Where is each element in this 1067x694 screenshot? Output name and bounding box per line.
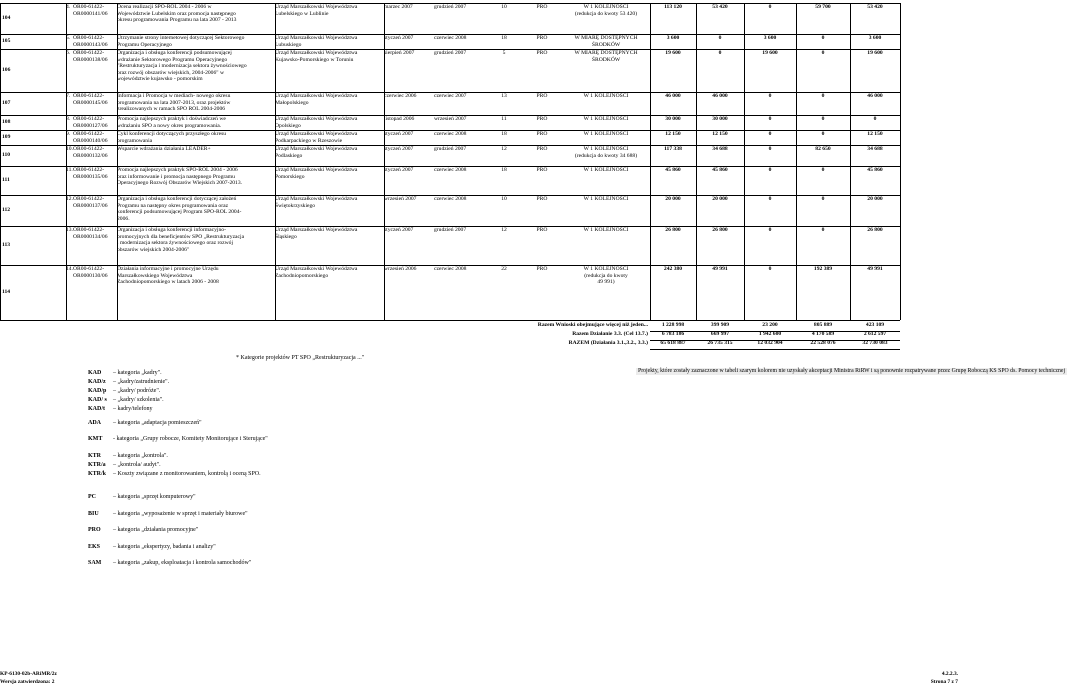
totals-label: Razem Wnioski obejmujące więcej niż jeden... <box>537 322 648 328</box>
total-amount: 117 338 <box>664 146 682 152</box>
amount-col1: 46 000 <box>712 93 728 99</box>
total-amount: 26 800 <box>665 227 681 233</box>
legend-key: KAD <box>88 370 102 376</box>
legend-text: – „kadry/ podróże". <box>113 388 161 394</box>
amount-col4: 45 860 <box>867 167 883 173</box>
column-divider <box>275 3 276 320</box>
column-divider <box>66 3 67 320</box>
legend-text: – kategoria „kadry". <box>113 370 162 376</box>
total-amount: 19 600 <box>665 50 681 56</box>
institution: Urząd Marszałkowski Województwa Małopolskiego <box>275 93 358 106</box>
total-amount: 3 600 <box>666 35 680 41</box>
project-code: OR00-61422- OR0000138/06 <box>73 50 108 63</box>
project-description: Cykl konferencji dotyczących przyszłego okresu programowania <box>117 131 227 144</box>
start-date: wrzesień 2007 <box>384 196 417 202</box>
duration-months: 10 <box>501 196 507 202</box>
amount-col1: 49 991 <box>712 266 728 272</box>
legend-text: – kategoria „działania promocyjne" <box>113 527 199 533</box>
start-date: styczeń 2007 <box>384 167 414 173</box>
legend-key: KAD/z <box>88 379 106 385</box>
row-lp: 11. <box>66 167 73 173</box>
priority-status: W MIARĘ DOSTĘPNYCH ŚRODKÓW <box>574 35 638 48</box>
legend-text: – kategoria „wyposażenie w sprzęt i materiały biurowe" <box>113 511 248 517</box>
table-row <box>0 226 960 265</box>
duration-months: 18 <box>501 167 507 173</box>
table-row <box>0 145 960 166</box>
end-date: grudzień 2007 <box>434 4 467 10</box>
legend-key: PC <box>88 494 96 500</box>
project-description: Wsparcie wdrażania działania LEADER+ <box>117 146 211 152</box>
table-row <box>0 34 960 49</box>
totals-divider <box>650 349 900 350</box>
project-description: Działania informacyjne i promocyjne Urzędu Marszałkowskiego Województwa Zachodniopomorskiego w latach 2006 - 2008 <box>117 266 219 286</box>
totals-label: RAZEM (Działania 3.1.,3.2., 3.3.) <box>568 340 648 346</box>
category: PRO <box>536 131 548 137</box>
table-row <box>0 195 960 226</box>
amount-col2: 0 <box>768 116 772 122</box>
row-divider <box>0 115 900 116</box>
end-date: grudzień 2007 <box>434 227 467 233</box>
table-row <box>0 130 960 145</box>
duration-months: 10 <box>501 4 507 10</box>
legend-key: KTR <box>88 453 102 459</box>
amount-col4: 49 991 <box>867 266 883 272</box>
row-lp: 8. <box>66 116 71 122</box>
legend-key: KTR/a <box>88 462 106 468</box>
row-number: 111 <box>2 176 10 183</box>
duration-months: 18 <box>501 35 507 41</box>
amount-col4: 19 600 <box>867 50 883 56</box>
amount-col3: 192 389 <box>813 266 833 272</box>
note-right: Projekty, które zostały zaznaczone w tabeli szarym kolorem nie uzyskały akceptacji Ministra RiRW i są ponownie rozpatrywane przez Grupę Roboczą KS SPO ds. Pomocy technicznej <box>638 368 1066 374</box>
amount-col2: 0 <box>768 4 772 10</box>
duration-months: 5 <box>502 50 506 56</box>
project-description: Organizacja i obsługa konferencji podsumowującej wdrażanie Sektorowego Programu Operacyjnego "Restrukturyzacja i modernizacja sektora żywnościowego oraz rozwój obszarów wiejskich, 2004-2006" w województwie kujawsko - pomorskim <box>117 50 247 83</box>
column-divider <box>696 3 697 320</box>
project-description: Organizacja i obsługa konferencji informacyjno- promocyjnych dla beneficjentów SPO „Restrukturyzacja i modernizacja sektora żywnościowego oraz rozwój obszarów wiejskich 2004-2006" <box>117 227 245 253</box>
row-divider <box>0 49 900 50</box>
end-date: grudzień 2007 <box>434 146 467 152</box>
table-row <box>0 49 960 92</box>
end-date: czerwiec 2007 <box>434 93 467 99</box>
legend-item <box>88 420 202 427</box>
footer-right-line2: Strona 7 z 7 <box>930 679 958 685</box>
row-divider <box>0 166 900 167</box>
totals-v4: 423 109 <box>865 322 885 328</box>
amount-col2: 0 <box>768 167 772 173</box>
institution: Urząd Marszałkowski Województwa Lubuskiego <box>275 35 358 48</box>
totals-v1: 399 909 <box>710 322 730 328</box>
start-date: styczeń 2007 <box>384 227 414 233</box>
end-date: grudzień 2007 <box>434 50 467 56</box>
amount-col1: 12 150 <box>712 131 728 137</box>
legend-text: – Koszty związane z monitorowaniem, kontrolą i oceną SPO. <box>113 471 261 477</box>
institution: Urząd Marszałkowski Województwa Lubelskiego w Lublinie <box>275 4 358 17</box>
priority-status: W 1 KOLEJNOŚCI <box>583 196 629 202</box>
footer-right-line1: 4.2.2.3. <box>941 671 958 677</box>
amount-col1: 45 860 <box>712 167 728 173</box>
category: PRO <box>536 146 548 152</box>
priority-status: W 1 KOLEJNOŚCI <box>583 227 629 233</box>
row-divider <box>0 320 900 321</box>
amount-col2: 0 <box>768 93 772 99</box>
amount-col3: 0 <box>821 196 825 202</box>
amount-col2: 3 600 <box>763 35 777 41</box>
legend-key: KAD/ s <box>88 397 107 403</box>
row-number: 104 <box>2 14 11 21</box>
amount-col3: 59 700 <box>815 4 831 10</box>
priority-status: W 1 KOLEJNOŚCI (redukcja do kwoty 53 420) <box>574 4 638 17</box>
footnote: * Kategorie projektów PT SPO „Restrukturyzacja ..." <box>236 355 365 361</box>
table-row <box>0 92 960 115</box>
legend-key: KAD/t <box>88 406 105 412</box>
amount-col3: 0 <box>821 50 825 56</box>
institution: Urząd Marszałkowski Województwa Pomorskiego <box>275 167 358 180</box>
footer-left-line2: Wersja zatwierdzona: 2 <box>0 679 55 685</box>
legend-text: – kategoria „ekspertyzy, badania i analizy" <box>113 544 216 550</box>
legend-text: – kategoria „zakup, eksploatacja i kontrola samochodów" <box>113 560 252 566</box>
category: PRO <box>536 50 548 56</box>
project-description: Promocja najlepszych praktyk SPO-ROL 2004 - 2006 oraz informowanie i promocja następnego Programu Operacyjnego Rozwój Obszarów Wiejskich 2007-2013. <box>117 167 243 187</box>
total-amount: 45 860 <box>665 167 681 173</box>
start-date: sierpień 2007 <box>384 50 415 56</box>
amount-col3: 0 <box>821 131 825 137</box>
priority-status: W 1 KOLEJNOŚCI (redukcja do kwoty 49 991) <box>583 266 629 286</box>
duration-months: 12 <box>501 227 507 233</box>
category: PRO <box>536 93 548 99</box>
total-amount: 242 380 <box>663 266 683 272</box>
legend-key: PRO <box>88 527 101 533</box>
category: PRO <box>536 167 548 173</box>
amount-col3: 0 <box>821 227 825 233</box>
row-divider <box>0 92 900 93</box>
totals-v3: 805 889 <box>813 322 833 328</box>
start-date: styczeń 2007 <box>384 146 414 152</box>
project-code: OR00-61422- OR0000141/06 <box>73 4 108 17</box>
amount-col3: 0 <box>821 167 825 173</box>
table-row <box>0 265 960 320</box>
category: PRO <box>536 266 548 272</box>
legend-text: – kategoria „adaptacja pomieszczeń" <box>113 420 202 426</box>
duration-months: 22 <box>501 266 507 272</box>
legend-item <box>88 379 169 386</box>
total-amount: 113 120 <box>664 4 682 10</box>
start-date: wrzesień 2006 <box>384 266 417 272</box>
totals-row <box>0 340 960 349</box>
priority-status: W 1 KOLEJNOŚCI <box>583 131 629 137</box>
category: PRO <box>536 35 548 41</box>
row-divider <box>0 226 900 227</box>
project-description: Promocja najlepszych praktyk i doświadczeń we wdrażaniu SPO a nowy okres programowania. <box>117 116 226 129</box>
legend-key: BIU <box>88 511 99 517</box>
institution: Urząd Marszałkowski Województwa Kujawsko-Pomorskiego w Toruniu <box>275 50 358 63</box>
totals-v2: 1 942 600 <box>758 331 782 337</box>
amount-col2: 0 <box>768 146 772 152</box>
column-divider <box>384 3 385 320</box>
legend-item <box>88 527 198 534</box>
end-date: czerwiec 2008 <box>434 266 467 272</box>
amount-col4: 3 600 <box>868 35 882 41</box>
project-code: OR00-61422- OR0000137/06 <box>73 196 108 209</box>
project-code: OR00-61422- OR0000134/06 <box>73 227 108 240</box>
row-number: 112 <box>2 206 11 213</box>
legend-text: – kadry/telefony <box>113 406 153 412</box>
totals-v4: 2 612 597 <box>863 331 887 337</box>
end-date: czerwiec 2008 <box>434 131 467 137</box>
project-description: Organizacja i obsługa konferencji dotyczącej założeń Programu na następny okres programowania oraz konferencji podsumowującej Program SPO-ROL 2004- 2006. <box>117 196 242 222</box>
project-code: OR00-61422- OR0000135/06 <box>73 167 108 180</box>
column-divider <box>117 3 118 320</box>
row-number: 113 <box>2 241 11 248</box>
project-description: Ocena realizacji SPO-ROL 2004 - 2006 w Województwie Lubelskim oraz promocja następnego okresu programowania Programu na lata 2007 - 2013 <box>117 4 237 24</box>
row-divider <box>0 265 900 266</box>
institution: Urząd Marszałkowski Województwa Podkarpackiego w Rzeszowie <box>275 131 358 144</box>
total-amount: 46 000 <box>665 93 681 99</box>
amount-col1: 20 000 <box>712 196 728 202</box>
end-date: czerwiec 2008 <box>434 167 467 173</box>
legend-text: – „kadry/ szkolenia". <box>113 397 164 403</box>
row-divider <box>0 34 900 35</box>
row-number: 105 <box>2 37 11 44</box>
table-row <box>0 115 960 130</box>
totals-v4: 32 730 083 <box>862 340 888 346</box>
institution: Urząd Marszałkowski Województwa Opolskiego <box>275 116 358 129</box>
duration-months: 12 <box>501 146 507 152</box>
amount-col4: 46 000 <box>867 93 883 99</box>
amount-col1: 0 <box>718 50 722 56</box>
amount-col3: 0 <box>821 116 825 122</box>
legend-item <box>88 388 160 395</box>
row-number: 114 <box>2 288 11 295</box>
institution: Urząd Marszałkowski Województwa Śląskiego <box>275 227 358 240</box>
total-amount: 30 000 <box>665 116 681 122</box>
legend-key: SAM <box>88 560 102 566</box>
totals-total: 65 618 887 <box>660 340 686 346</box>
row-divider <box>0 145 900 146</box>
amount-col4: 12 150 <box>867 131 883 137</box>
legend-key: KMT <box>88 436 103 442</box>
start-date: marzec 2007 <box>384 4 413 10</box>
end-date: czerwiec 2008 <box>434 196 467 202</box>
legend-item <box>88 406 153 413</box>
table-row <box>0 166 960 195</box>
row-lp: 9. <box>66 131 71 137</box>
start-date: styczeń 2007 <box>384 131 414 137</box>
column-divider <box>900 3 901 320</box>
legend-item <box>88 370 162 377</box>
column-divider <box>650 3 651 320</box>
totals-total: 1 228 998 <box>661 322 685 328</box>
priority-status: W 1 KOLEJNOŚCI <box>583 167 629 173</box>
project-code: OR00-61422- OR0000145/06 <box>73 93 108 106</box>
amount-col2: 0 <box>768 196 772 202</box>
project-description: Informacja i Promocja w mediach- nowego okresu programowania na lata 2007-2013, oraz projektów zrealizowanych w ramach SPO ROL 2004-2006 <box>117 93 231 113</box>
amount-col2: 0 <box>768 266 772 272</box>
amount-col3: 82 650 <box>815 146 831 152</box>
totals-label: Razem Działanie 3.3. (Cel 13.7.) <box>572 331 648 337</box>
legend-text: – kategoria „kontrola". <box>113 453 168 459</box>
legend-item <box>88 560 251 567</box>
legend-item <box>88 453 168 460</box>
legend-key: ADA <box>88 420 101 426</box>
legend-text: – kategoria „sprzęt komputerowy" <box>113 494 196 500</box>
end-date: wrzesień 2007 <box>434 116 467 122</box>
total-amount: 12 150 <box>665 131 681 137</box>
category: PRO <box>536 196 548 202</box>
start-date: styczeń 2007 <box>384 35 414 41</box>
amount-col1: 26 800 <box>712 227 728 233</box>
row-lp: 13. <box>66 227 73 233</box>
row-number: 106 <box>2 66 11 73</box>
amount-col4: 26 800 <box>867 227 883 233</box>
category: PRO <box>536 227 548 233</box>
project-code: OR00-61422- OR0000130/06 <box>73 266 108 279</box>
column-divider <box>0 3 1 320</box>
row-lp: 4. <box>66 4 71 10</box>
totals-row <box>0 322 960 331</box>
legend-key: KTR/k <box>88 471 107 477</box>
totals-v3: 22 528 076 <box>810 340 836 346</box>
start-date: czerwiec 2006 <box>384 93 417 99</box>
legend-text: – „kontrola/ audyt". <box>113 462 161 468</box>
totals-total: 6 783 186 <box>661 331 685 337</box>
legend-item <box>88 544 216 551</box>
amount-col1: 0 <box>718 35 722 41</box>
column-divider <box>796 3 797 320</box>
column-divider <box>744 3 745 320</box>
priority-status: W MIARĘ DOSTĘPNYCH ŚRODKÓW <box>574 50 638 63</box>
row-lp: 5. <box>66 35 71 41</box>
legend-item <box>88 462 161 469</box>
legend-item <box>88 494 196 501</box>
total-amount: 20 000 <box>665 196 681 202</box>
totals-row <box>0 331 960 340</box>
totals-v3: 4 170 589 <box>811 331 835 337</box>
institution: Urząd Marszałkowski Województwa Zachodniopomorskiego <box>275 266 358 279</box>
duration-months: 18 <box>501 131 507 137</box>
duration-months: 11 <box>501 116 507 122</box>
amount-col2: 0 <box>768 131 772 137</box>
row-divider <box>0 3 900 4</box>
duration-months: 13 <box>501 93 507 99</box>
project-code: OR00-61422- OR0000143/06 <box>73 35 108 48</box>
legend-item <box>88 397 164 404</box>
row-divider <box>0 130 900 131</box>
amount-col4: 0 <box>873 116 877 122</box>
footer-left-line1: KP-6130-02b-ARiMR/2z <box>0 671 57 677</box>
row-number: 109 <box>2 133 11 140</box>
institution: Urząd Marszałkowski Województwa Świętokrzyskiego <box>275 196 358 209</box>
totals-v1: 669 997 <box>710 331 730 337</box>
category: PRO <box>536 116 548 122</box>
table-row <box>0 3 960 34</box>
row-lp: 6. <box>66 50 71 56</box>
project-code: OR00-61422- OR0000132/06 <box>73 146 108 159</box>
row-lp: 14. <box>66 266 73 272</box>
row-lp: 10. <box>66 146 73 152</box>
priority-status: W 1 KOLEJNOŚCI (redukcja do kwoty 34 688) <box>574 146 638 159</box>
amount-col1: 30 000 <box>712 116 728 122</box>
legend-text: - kategoria „Grupy robocze, Komitety Monitorujące i Sterujące" <box>113 436 268 442</box>
amount-col2: 0 <box>768 227 772 233</box>
project-code: OR00-61422- OR0000140/06 <box>73 131 108 144</box>
column-divider <box>850 3 851 320</box>
amount-col4: 20 000 <box>867 196 883 202</box>
start-date: listopad 2006 <box>384 116 415 122</box>
totals-v2: 23 200 <box>762 322 778 328</box>
legend-item <box>88 436 268 443</box>
amount-col1: 34 688 <box>712 146 728 152</box>
row-number: 110 <box>2 151 11 158</box>
end-date: czerwiec 2008 <box>434 35 467 41</box>
legend-key: EKS <box>88 544 101 550</box>
priority-status: W 1 KOLEJNOŚCI <box>583 116 629 122</box>
row-number: 108 <box>2 118 11 125</box>
legend-item <box>88 511 248 518</box>
row-divider <box>0 195 900 196</box>
amount-col4: 34 688 <box>867 146 883 152</box>
legend-item <box>88 471 261 478</box>
amount-col4: 53 420 <box>867 4 883 10</box>
totals-v2: 12 032 904 <box>757 340 783 346</box>
legend-key: KAD/p <box>88 388 107 394</box>
amount-col1: 53 420 <box>712 4 728 10</box>
project-code: OR00-61422- OR0000127/06 <box>73 116 108 129</box>
row-number: 107 <box>2 99 11 106</box>
priority-status: W 1 KOLEJNOŚCI <box>583 93 629 99</box>
row-lp: 12. <box>66 196 73 202</box>
legend-text: – „kadry/zatrudnienie". <box>113 379 170 385</box>
amount-col3: 0 <box>821 93 825 99</box>
amount-col2: 19 600 <box>762 50 778 56</box>
project-description: Utrzymanie strony internetowej dotyczącej Sektorowego Programu Operacyjnego <box>117 35 245 48</box>
amount-col3: 0 <box>821 35 825 41</box>
institution: Urząd Marszałkowski Województwa Podlaskiego <box>275 146 358 159</box>
category: PRO <box>536 4 548 10</box>
totals-v1: 26 735 315 <box>707 340 733 346</box>
row-lp: 7. <box>66 93 71 99</box>
